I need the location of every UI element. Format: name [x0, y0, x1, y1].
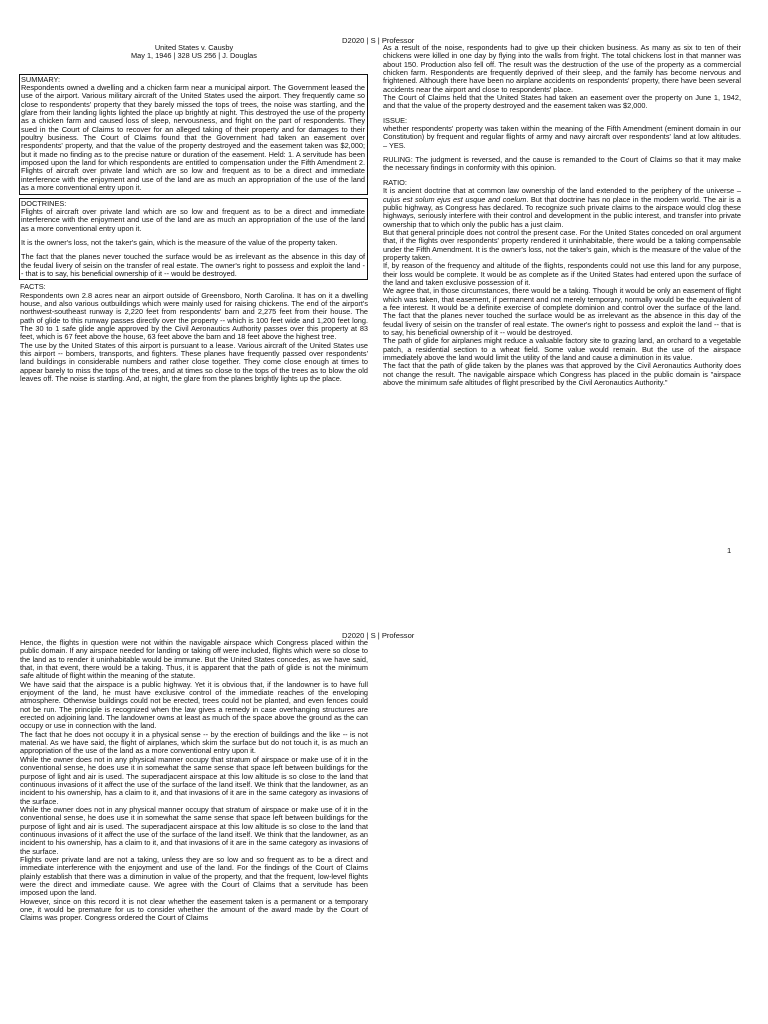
doctrine-item: The fact that the planes never touched the surface would be as irrelevant as the absence in this day of the feudal livery of seisin on the transfer of real estate. The owner's right to possess and exploit the land -- that is to say, his beneficial ownership of it -- would be destroyed. — [21, 252, 365, 278]
ratio-paragraph: We agree that, in those circumstances, there would be a taking. Though it would be only an easement of flight which was taken, that easement, if permanent and not merely temporary, normally would be the equivalent of a fee interest. It would be a definite exercise of complete dominion and control over the surface of the land. The fact that the planes never touched the surface would be as irrelevant as the absence in this day of the feudal livery of seisin on the transfer of real estate. The owner's right to possess and exploit the land -- that is to say, his beneficial ownership of it -- would be destroyed. — [383, 286, 741, 337]
page-gap — [0, 580, 768, 625]
page-header: D2020 | S | Professor — [342, 36, 415, 45]
page2-column — [20, 639, 368, 923]
summary-box — [19, 74, 368, 195]
ratio-paragraph — [383, 187, 741, 229]
document-page-2 — [0, 625, 768, 1024]
page-header: D2020 | S | Professor — [342, 631, 415, 640]
ratio-text: It is ancient doctrine that at common law ownership of the land extended to the periphery of the universe – — [383, 186, 741, 196]
ratio-text: . But that doctrine has no place in the modern world. The air is a public highway, as Congress has declared. To recognize such private claims to the airspace would clog these highways, seriously interfere with their control and development in the public interest, and transfer into private ownership that to which only the public has a just claim. — [383, 194, 741, 229]
facts-paragraph: The Court of Claims held that the United States had taken an easement over the property on June 1, 1942, and that the value of the property destroyed and the easement taken was $2,000. — [383, 93, 741, 111]
page-number: 1 — [727, 546, 732, 555]
ratio-paragraph: However, since on this record it is not clear whether the easement taken is a permanent or a temporary one, it would be premature for us to consider whether the amount of the award made by the Court of Claims was proper. Congress ordered the Court of Claims — [20, 896, 368, 923]
doctrine-item: Flights of aircraft over private land which are so low and frequent as to be a direct and immediate interference with the enjoyment and use of the land are as much an appropriation of the use of the land as a more conventional entry upon it. — [21, 206, 365, 233]
ratio-paragraph: The fact that he does not occupy it in a physical sense -- by the erection of buildings and the like -- is not material. As we have said, the flight of airplanes, which skim the surface but do not touch it, is as much an appropriation of the use of the land as a more conventional entry upon it. — [20, 729, 368, 756]
doctrine-item: It is the owner's loss, not the taker's gain, which is the measure of the value of the property taken. — [21, 237, 338, 247]
ratio-paragraph: While the owner does not in any physical manner occupy that stratum of airspace or make use of it in the conventional sense, he does use it in somewhat the same sense that space left between buildings for the purpose of light and air is used. The superadjacent airspace at this low altitude is so close to the land that continuous invasions of it affect the use of the surface of the land itself. We think that the landowner, as an incident to his ownership, has a claim to it, and that invasions of it are in the same category as invasions of the surface. — [20, 804, 368, 856]
case-title: United States v. Causby — [154, 43, 234, 52]
facts-label: FACTS: — [20, 282, 46, 292]
case-citation: May 1, 1946 | 328 US 256 | J. Douglas — [131, 51, 257, 61]
facts-section — [20, 283, 368, 383]
ratio-paragraph: We have said that the airspace is a public highway. Yet it is obvious that, if the landowner is to have full enjoyment of the land, he must have exclusive control of the immediate reaches of the enveloping atmosphere. Otherwise buildings could not be erected, trees could not be planted, and even fences could not be run. The principle is recognized when the law gives a remedy in case overhanging structures are erected on adjoining land. The landowner owns at least as much of the space above the ground as the can occupy or use in connection with the land. — [20, 679, 368, 731]
issue-text: whether respondents' property was taken within the meaning of the Fifth Amendment (eminent domain in our Constitution) by frequent and regular flights of army and navy aircraft over respondents' land at low altitudes. – YES. — [383, 124, 741, 150]
summary-text: Respondents owned a dwelling and a chicken farm near a municipal airport. The Government leased the use of the airport. Various military aircraft of the United States used the airport. They frequently came so close to respondents' property that they barely missed the tops of trees, the noise was startling, and the glare from their landing lights lighted the place up brightly at night. This destroyed the use of the property as a chicken farm and caused loss of sleep, nervousness, and fright on the part of respondents. They sued in the Court of Claims to recover for an alleged taking of their property and for damages to their poultry business. The Court of Claims found that the Government had taken an easement over respondents' property, and that the value of the property destroyed and the easement taken was $2,000; but it made no finding as to the precise nature or duration of the easement. Held: 1. A servitude has been imposed upon the land for which respondents are entitled to compensation under the Fifth Amendment 2. Flights of aircraft over private land which are so low and frequent as to be a direct and immediate interference with the enjoyment and use of the land are as much an appropriation of the use of the land as a more conventional entry upon it. — [21, 83, 365, 193]
ruling-text: RULING: The judgment is reversed, and the cause is remanded to the Court of Claims so that it may make the necessary findings in conformity with this opinion. — [383, 155, 741, 173]
ratio-paragraph: Hence, the flights in question were not within the navigable airspace which Congress placed within the public domain. If any airspace needed for landing or taking off were included, flights which were so close to the land as to render it uninhabitable would be immune. But the United States concedes, as we have said, that, in that event, there would be a taking. Thus, it is apparent that the path of glide is not the minimum safe altitude of flight within the meaning of the statute. — [20, 638, 368, 681]
facts-paragraph: The use by the United States of this airport is pursuant to a lease. Various aircraft of the United States use this airport -- bombers, transports, and fighters. These planes have frequently passed over respondents' land buildings in considerable numbers and rather close together. They come close enough at times to appear barely to miss the tops of the trees, and at times so close to the tops of the trees as to blow the old leaves off. The noise is startling. And, at night, the glare from the planes brightly lights up the place. — [20, 340, 368, 384]
summary-label: SUMMARY: — [21, 74, 61, 84]
right-column — [383, 44, 741, 387]
case-title-block — [20, 44, 368, 61]
ratio-paragraph: Flights over private land are not a taking, unless they are so low and so frequent as to be a direct and immediate interference with the enjoyment and use of the land. For the findings of the Court of Claims plainly establish that there was a diminution in value of the property, and that the frequent, low-level flights were the direct and immediate cause. We agree with the Court of Claims that a servitude has been imposed upon the land. — [20, 854, 368, 898]
issue-label: ISSUE: — [383, 115, 408, 125]
ratio-paragraph: The fact that the path of glide taken by the planes was that approved by the Civil Aeronautics Authority does not change the result. The navigable airspace which Congress has placed in the public domain is "airspace above the minimum safe altitudes of flight prescribed by the Civil Aeronautics Authority." — [383, 361, 741, 388]
facts-paragraph: As a result of the noise, respondents had to give up their chicken business. As many as six to ten of their chickens were killed in one day by flying into the walls from fright. The total chickens lost in that manner was about 150. Production also fell off. The result was the destruction of the use of the property as a commercial chicken farm. Respondents are frequently deprived of their sleep, and the family has become nervous and frightened. Although there have been no airplane accidents on respondents' property, there have been several accidents near the airport and close to respondents' place. — [383, 43, 741, 94]
ratio-paragraph: If, by reason of the frequency and altitude of the flights, respondents could not use this land for any purpose, their loss would be complete. It would be as complete as if the United States had entered upon the surface of the land and taken exclusive possession of it. — [383, 261, 741, 287]
doctrines-label: DOCTRINES: — [21, 198, 67, 208]
doctrines-box — [19, 198, 368, 281]
ratio-paragraph: The path of glide for airplanes might reduce a valuable factory site to grazing land, an orchard to a vegetable patch, a residential section to a wheat field. Some value would remain. But the use of the airspace immediately above the land would limit the utility of the land and cause a diminution in its value. — [383, 336, 741, 363]
left-column — [20, 44, 368, 383]
ratio-paragraph: While the owner does not in any physical manner occupy that stratum of airspace or make use of it in the conventional sense, he does use it in somewhat the same sense that space left between buildings for the purpose of light and air is used. The superadjacent airspace at this low altitude is so close to the land that continuous invasions of it affect the use of the surface of the land itself. We think that the landowner, as an incident to his ownership, has a claim to it, and that invasions of it are in the same category as invasions of the surface. — [20, 754, 368, 806]
ratio-paragraph: But that general principle does not control the present case. For the United States conceded on oral argument that, if the flights over respondents' property rendered it uninhabitable, there would be a taking compensable under the Fifth Amendment. It is the owner's loss, not the taker's gain, which is the measure of the value of the property taken. — [383, 227, 741, 262]
facts-paragraph: Respondents own 2.8 acres near an airport outside of Greensboro, North Carolina. It has on it a dwelling house, and also various outbuildings which were mainly used for raising chickens. The end of the airport's northwest-southeast runway is 2,220 feet from respondents' barn and 2,275 feet from their house. The path of glide to this runway passes directly over the property -- which is 100 feet wide and 1,200 feet long. The 30 to 1 safe glide angle approved by the Civil Aeronautics Authority passes over this property at 83 feet, which is 67 feet above the house, 63 feet above the barn and 18 feet above the highest tree. — [20, 290, 368, 342]
ratio-label: RATIO: — [383, 177, 407, 187]
latin-maxim: cujus est solum ejus est usque and coelum — [383, 194, 527, 204]
